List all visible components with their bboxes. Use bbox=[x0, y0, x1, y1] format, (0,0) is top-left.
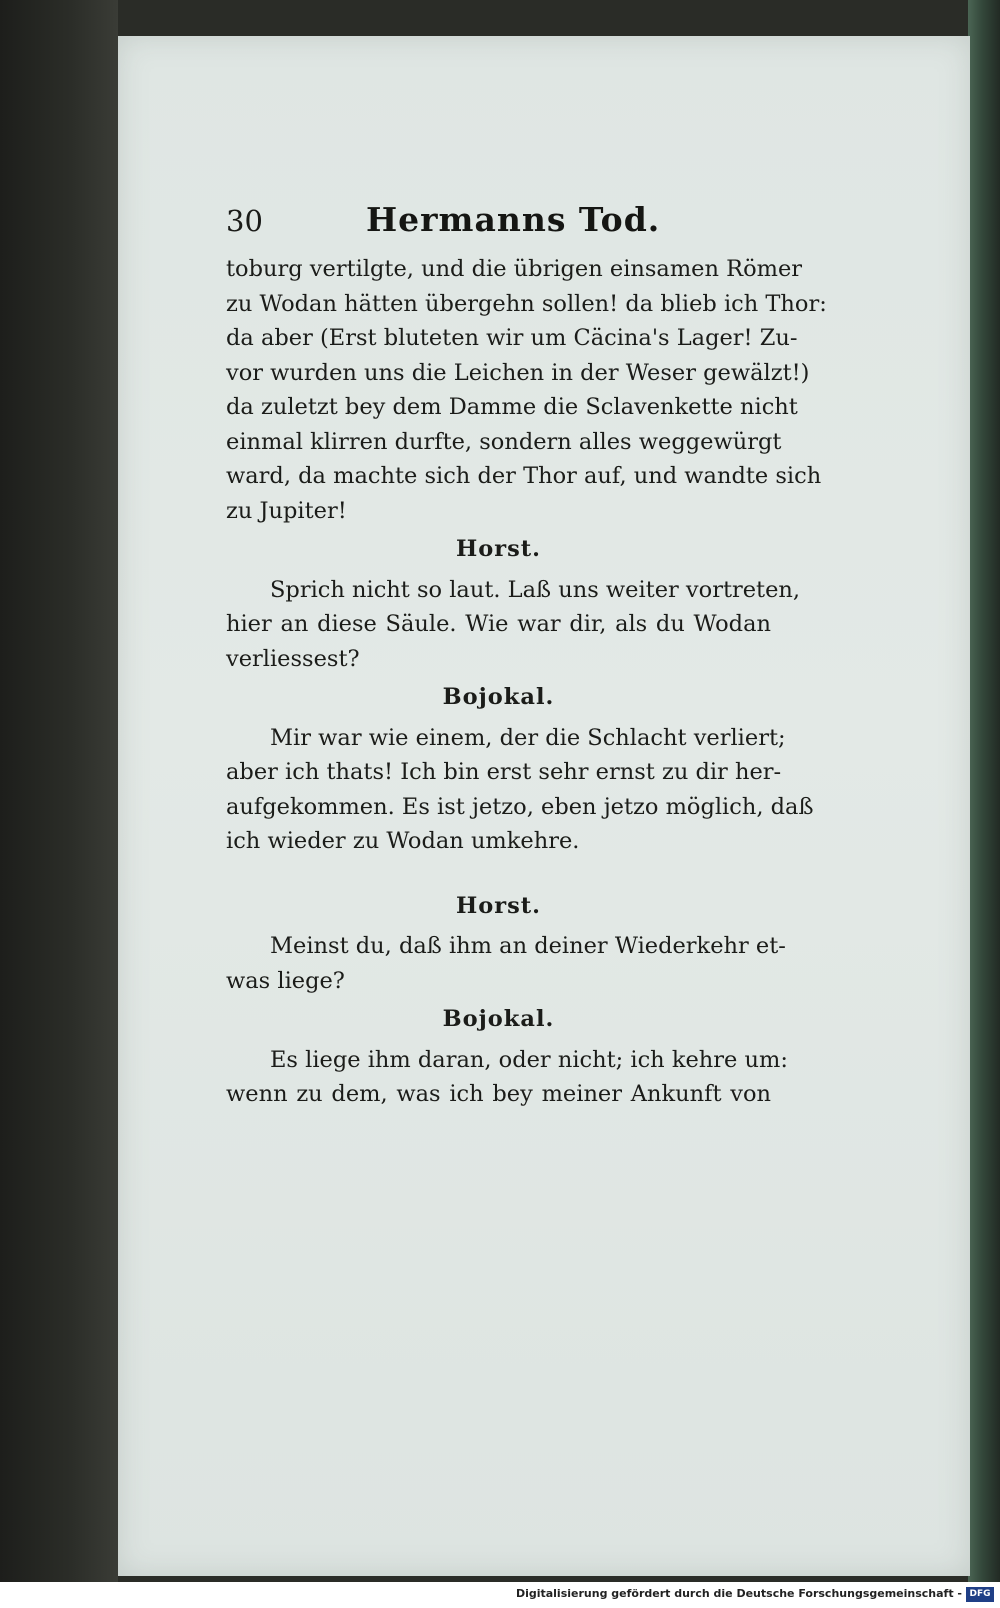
text-block bbox=[226, 252, 827, 1112]
text-line: was liege? bbox=[226, 967, 345, 994]
text-line: ward, da machte sich der Thor auf, und wandte sich bbox=[226, 463, 822, 489]
footer-bar bbox=[0, 1582, 1000, 1608]
running-title: Hermanns Tod. bbox=[366, 200, 661, 239]
text-line: Mir war wie einem, der die Schlacht verliert; bbox=[270, 724, 786, 751]
text-line: wenn zu dem, was ich bey meiner Ankunft von bbox=[226, 1081, 771, 1107]
text-line: vor wurden uns die Leichen in der Weser gewälzt!) bbox=[226, 359, 810, 386]
text-line: einmal klirren durfte, sondern alles weggewürgt bbox=[226, 428, 782, 455]
text-line: Es liege ihm daran, oder nicht; ich kehre um: bbox=[270, 1046, 788, 1073]
page-number: 30 bbox=[226, 204, 263, 238]
text-line: Sprich nicht so laut. Laß uns weiter vortreten, bbox=[270, 576, 801, 603]
text-line: ich wieder zu Wodan umkehre. bbox=[226, 828, 580, 854]
paragraph-4 bbox=[226, 929, 786, 998]
text-line: hier an diese Säule. Wie war dir, als du Wodan bbox=[226, 611, 771, 637]
speaker-heading: Horst. bbox=[455, 536, 541, 562]
footer-credit: Digitalisierung gefördert durch die Deutsche Forschungsgemeinschaft - bbox=[515, 1587, 962, 1600]
paragraph-2 bbox=[226, 573, 801, 677]
running-head bbox=[226, 200, 771, 250]
text-line: Meinst du, daß ihm an deiner Wiederkehr et- bbox=[270, 933, 786, 959]
text-line: zu Jupiter! bbox=[226, 497, 347, 524]
speaker-heading: Bojokal. bbox=[442, 684, 555, 710]
text-line: zu Wodan hätten übergehn sollen! da blieb ich Thor: bbox=[226, 290, 827, 317]
scan-background-left bbox=[0, 0, 118, 1608]
speaker-heading: Horst. bbox=[455, 892, 541, 919]
text-line: da aber (Erst bluteten wir um Cäcina's Lager! Zu- bbox=[226, 325, 798, 351]
text-line: aber ich thats! Ich bin erst sehr ernst zu dir her- bbox=[226, 759, 782, 785]
book-cover-edge bbox=[968, 0, 1000, 1608]
text-line: da zuletzt bey dem Damme die Sclavenkette nicht bbox=[226, 394, 798, 420]
paragraph-3 bbox=[226, 721, 814, 859]
text-line: aufgekommen. Es ist jetzo, eben jetzo möglich, daß bbox=[226, 793, 814, 820]
paragraph-5 bbox=[226, 1043, 788, 1112]
text-line: verliessest? bbox=[226, 645, 360, 672]
text-line: toburg vertilgte, und die übrigen einsamen Römer bbox=[226, 256, 803, 282]
speaker-heading: Bojokal. bbox=[442, 1006, 555, 1032]
dfg-logo: DFG bbox=[966, 1587, 994, 1602]
paragraph-1 bbox=[226, 252, 827, 528]
